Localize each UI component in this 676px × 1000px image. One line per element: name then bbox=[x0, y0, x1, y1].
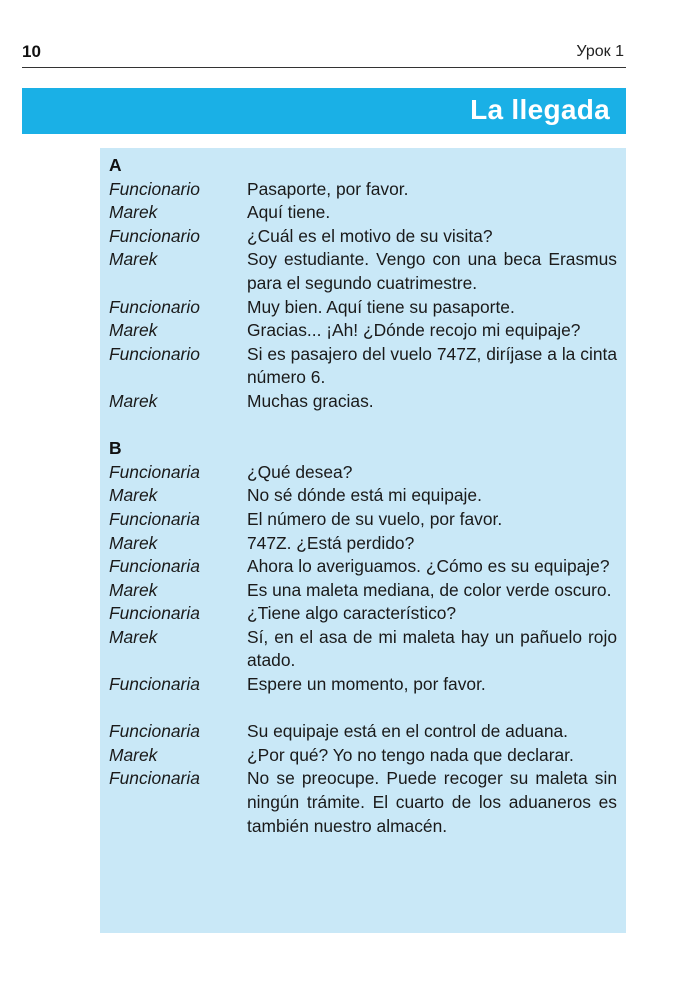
speaker-name: Funcionaria bbox=[109, 721, 200, 742]
title-bar bbox=[22, 88, 626, 134]
speaker-name: Marek bbox=[109, 744, 158, 765]
dialogue-line bbox=[109, 390, 617, 414]
dialogue-line bbox=[109, 225, 617, 249]
dialogue-line bbox=[109, 178, 617, 202]
dialogue-content bbox=[109, 154, 617, 838]
dialogue-text: Es una maleta mediana, de color verde oscuro. bbox=[247, 579, 612, 600]
dialogue-text: 747Z. ¿Está perdido? bbox=[247, 532, 415, 553]
section-label-b: B bbox=[109, 438, 122, 459]
dialogue-line bbox=[109, 461, 617, 485]
dialogue-line bbox=[109, 767, 617, 838]
dialogue-line bbox=[109, 319, 617, 343]
page-header bbox=[22, 40, 626, 68]
dialogue-line bbox=[109, 343, 617, 390]
dialogue-line bbox=[109, 673, 617, 697]
dialogue-text: Su equipaje está en el control de aduana. bbox=[247, 721, 569, 742]
speaker-name: Funcionario bbox=[109, 343, 200, 364]
dialogue-text: Aquí tiene. bbox=[247, 202, 331, 223]
dialogue-text: Pasaporte, por favor. bbox=[247, 178, 409, 199]
dialogue-line bbox=[109, 555, 617, 579]
speaker-name: Marek bbox=[109, 485, 158, 506]
dialogue-line bbox=[109, 626, 617, 673]
dialogue-line bbox=[109, 602, 617, 626]
speaker-name: Funcionaria bbox=[109, 768, 200, 789]
dialogue-text: Si es pasajero del vuelo 747Z, diríjase a la cinta número 6. bbox=[247, 343, 617, 388]
page-title: La llegada bbox=[470, 94, 610, 125]
dialogue-line bbox=[109, 532, 617, 556]
dialogue-text: Ahora lo averiguamos. ¿Cómo es su equipaje? bbox=[247, 556, 610, 577]
dialogue-line bbox=[109, 579, 617, 603]
speaker-name: Funcionaria bbox=[109, 508, 200, 529]
speaker-name: Funcionaria bbox=[109, 603, 200, 624]
speaker-name: Funcionaria bbox=[109, 556, 200, 577]
dialogue-text: ¿Cuál es el motivo de su visita? bbox=[247, 225, 493, 246]
dialogue-text: No se preocupe. Puede recoger su maleta sin ningún trámite. El cuarto de los aduaneros es también nuestro almacén. bbox=[247, 768, 617, 836]
speaker-name: Marek bbox=[109, 249, 158, 270]
dialogue-line bbox=[109, 720, 617, 744]
speaker-name: Marek bbox=[109, 390, 158, 411]
speaker-name: Marek bbox=[109, 626, 158, 647]
section-spacer bbox=[109, 697, 617, 721]
dialogue-text: Espere un momento, por favor. bbox=[247, 674, 486, 695]
dialogue-line bbox=[109, 484, 617, 508]
lesson-label: Урок 1 bbox=[576, 43, 624, 60]
page-number: 10 bbox=[22, 42, 41, 61]
dialogue-text: Soy estudiante. Vengo con una beca Erasmus para el segundo cuatrimestre. bbox=[247, 249, 617, 293]
speaker-name: Funcionario bbox=[109, 178, 200, 199]
dialogue-text: Muy bien. Aquí tiene su pasaporte. bbox=[247, 296, 515, 317]
section-label-a: A bbox=[109, 155, 122, 175]
speaker-name: Funcionaria bbox=[109, 461, 200, 482]
dialogue-line bbox=[109, 296, 617, 320]
dialogue-text: Muchas gracias. bbox=[247, 390, 374, 411]
dialogue-text: El número de su vuelo, por favor. bbox=[247, 508, 503, 529]
dialogue-line bbox=[109, 508, 617, 532]
speaker-name: Funcionario bbox=[109, 225, 200, 246]
section-spacer bbox=[109, 414, 617, 438]
dialogue-text: ¿Qué desea? bbox=[247, 461, 353, 482]
speaker-name: Funcionaria bbox=[109, 674, 200, 695]
speaker-name: Marek bbox=[109, 579, 158, 600]
speaker-name: Marek bbox=[109, 320, 158, 341]
dialogue-text: No sé dónde está mi equipaje. bbox=[247, 485, 482, 506]
dialogue-line bbox=[109, 201, 617, 225]
speaker-name: Marek bbox=[109, 532, 158, 553]
dialogue-text: ¿Por qué? Yo no tengo nada que declarar. bbox=[247, 744, 574, 765]
dialogue-text: Sí, en el asa de mi maleta hay un pañuelo rojo atado. bbox=[247, 626, 617, 671]
dialogue-line bbox=[109, 744, 617, 768]
dialogue-text: Gracias... ¡Ah! ¿Dónde recojo mi equipaje? bbox=[247, 320, 581, 341]
dialogue-line bbox=[109, 248, 617, 295]
speaker-name: Funcionario bbox=[109, 296, 200, 317]
speaker-name: Marek bbox=[109, 202, 158, 223]
dialogue-text: ¿Tiene algo característico? bbox=[247, 603, 457, 624]
